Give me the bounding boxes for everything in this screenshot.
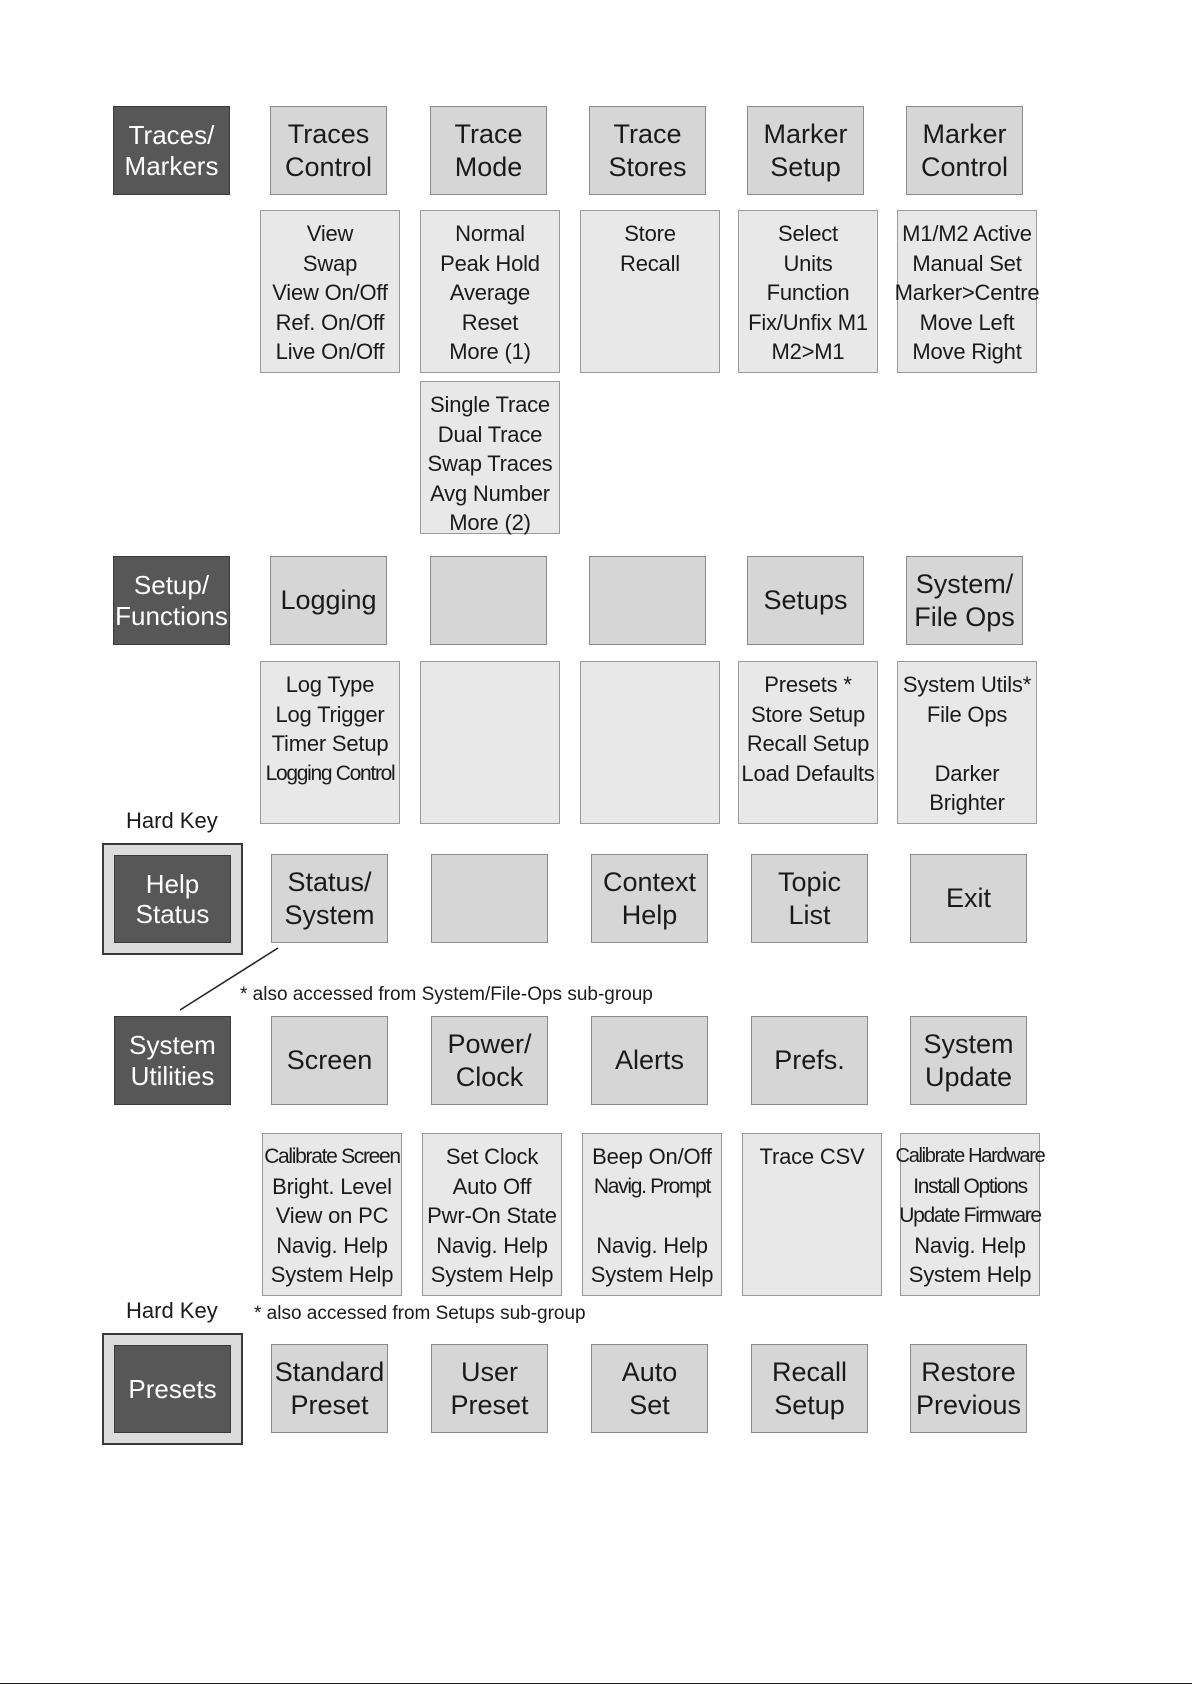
menu-item-file-ops[interactable]: File Ops [926,701,1008,727]
submenu-screen [262,1133,402,1296]
menu-item-dual-trace[interactable]: Dual Trace [437,421,543,447]
menu-item-install-options[interactable]: Install Options [913,1174,1027,1198]
key-recall-setup[interactable]: Recall Setup [751,1344,868,1433]
menu-item-recall-setup[interactable]: Recall Setup [746,731,870,756]
menu-item-swap[interactable]: Swap [302,250,358,276]
menu-item-log-type[interactable]: Log Type [285,672,375,697]
menu-item-ref-on-off[interactable]: Ref. On/Off [275,309,385,335]
category-setup-functions: Setup/ Functions [113,556,230,645]
submenu-system-update [895,1133,1045,1296]
note-setups: * also accessed from Setups sub-group [254,1303,586,1324]
key-topic-list[interactable]: Topic List [751,854,868,943]
submenu-setups [738,661,878,824]
key-auto-set[interactable]: Auto Set [591,1344,708,1433]
key-status-system[interactable]: Status/ System [271,854,388,943]
menu-item-darker[interactable]: Darker [934,760,1000,786]
menu-item-trace-csv[interactable]: Trace CSV [759,1144,865,1169]
menu-item-logging-control[interactable]: Logging Control [265,761,395,785]
menu-item-move-left[interactable]: Move Left [919,309,1015,335]
key-blank-2[interactable] [589,556,706,645]
menu-item-navig-help[interactable]: Navig. Help [914,1232,1026,1258]
menu-item-fix-unfix-m1[interactable]: Fix/Unfix M1 [748,309,868,335]
submenu-prefs [742,1133,882,1296]
menu-item-view-on-pc[interactable]: View on PC [275,1203,389,1228]
menu-item-normal[interactable]: Normal [455,221,525,246]
key-system-file-ops[interactable]: System/ File Ops [906,556,1023,645]
menu-item-swap-traces[interactable]: Swap Traces [427,451,553,476]
menu-item-function[interactable]: Function [766,280,850,305]
menu-item-move-right[interactable]: Move Right [912,339,1022,364]
key-exit[interactable]: Exit [910,854,1027,943]
menu-item-system-help[interactable]: System Help [590,1262,714,1287]
submenu-traces-control [260,210,400,373]
menu-item-avg-number[interactable]: Avg Number [430,480,550,506]
menu-item-system-help[interactable]: System Help [430,1262,554,1287]
hard-key-presets[interactable]: Presets [114,1345,231,1433]
menu-item-view-on-off[interactable]: View On/Off [272,280,388,305]
submenu-trace-stores [580,210,720,373]
menu-item-peak-hold[interactable]: Peak Hold [440,250,540,276]
menu-item-single-trace[interactable]: Single Trace [430,392,550,417]
menu-item-reset[interactable]: Reset [461,309,519,335]
page-bottom-rule [0,1683,1192,1684]
submenu-marker-setup [738,210,878,373]
submenu-blank-2 [580,661,720,824]
menu-item-system-utils[interactable]: System Utils* [902,672,1032,697]
key-logging[interactable]: Logging [270,556,387,645]
menu-item-beep-on-off[interactable]: Beep On/Off [592,1144,712,1169]
key-setups[interactable]: Setups [747,556,864,645]
key-marker-setup[interactable]: Marker Setup [747,106,864,195]
key-trace-mode[interactable]: Trace Mode [430,106,547,195]
menu-item-select[interactable]: Select [778,221,838,246]
menu-item-auto-off[interactable]: Auto Off [452,1173,532,1199]
menu-item-live-on-off[interactable]: Live On/Off [275,339,385,364]
menu-item-brighter[interactable]: Brighter [929,790,1005,815]
key-power-clock[interactable]: Power/ Clock [431,1016,548,1105]
key-traces-control[interactable]: Traces Control [270,106,387,195]
key-blank-1[interactable] [430,556,547,645]
menu-item-navig-prompt[interactable]: Navig. Prompt [593,1174,711,1198]
key-user-preset[interactable]: User Preset [431,1344,548,1433]
menu-item-navig-help[interactable]: Navig. Help [436,1232,548,1258]
menu-item-pwr-on-state[interactable]: Pwr-On State [427,1203,557,1228]
key-blank-3[interactable] [431,854,548,943]
menu-item-store-setup[interactable]: Store Setup [751,701,865,727]
key-context-help[interactable]: Context Help [591,854,708,943]
menu-item-bright-level[interactable]: Bright. Level [272,1173,392,1199]
submenu-system-file-ops [897,661,1037,824]
menu-item-load-defaults[interactable]: Load Defaults [741,760,875,786]
hard-key-help-status[interactable]: Help Status [114,855,231,943]
menu-item-presets[interactable]: Presets * [764,672,852,697]
key-marker-control[interactable]: Marker Control [906,106,1023,195]
category-traces-markers: Traces/ Markers [113,106,230,195]
hard-key-label-presets: Hard Key [126,1298,218,1323]
menu-item-more-1[interactable]: More (1) [449,339,531,364]
menu-item-store[interactable]: Store [624,221,676,246]
menu-item-m2-to-m1[interactable]: M2>M1 [771,339,845,364]
menu-item-system-help[interactable]: System Help [908,1262,1032,1287]
hard-key-label-help: Hard Key [126,808,218,833]
menu-item-update-firmware[interactable]: Update Firmware [899,1204,1041,1227]
submenu-blank-1 [420,661,560,824]
menu-item-navig-help[interactable]: Navig. Help [596,1232,708,1258]
menu-item-recall[interactable]: Recall [620,250,680,276]
category-system-utilities: System Utilities [114,1016,231,1105]
key-prefs[interactable]: Prefs. [751,1016,868,1105]
menu-item-more-2[interactable]: More (2) [449,510,531,535]
menu-item-navig-help[interactable]: Navig. Help [276,1232,388,1258]
submenu-power-clock [422,1133,562,1296]
key-screen[interactable]: Screen [271,1016,388,1105]
menu-item-log-trigger[interactable]: Log Trigger [275,701,385,727]
submenu-marker-control [894,210,1040,373]
menu-item-calibrate-screen[interactable]: Calibrate Screen [264,1145,400,1168]
menu-item-calibrate-hardware[interactable]: Calibrate Hardware [895,1145,1045,1167]
submenu-logging [260,661,400,824]
submenu-trace-mode [420,210,560,373]
key-standard-preset[interactable]: Standard Preset [271,1344,388,1433]
menu-item-set-clock[interactable]: Set Clock [445,1144,539,1169]
submenu-alerts [582,1133,722,1296]
menu-item-marker-centre[interactable]: Marker>Centre [894,280,1040,305]
key-alerts[interactable]: Alerts [591,1016,708,1105]
menu-item-system-help[interactable]: System Help [270,1262,394,1287]
menu-item-view[interactable]: View [306,221,354,246]
menu-item-timer-setup[interactable]: Timer Setup [271,731,389,756]
key-restore-previous[interactable]: Restore Previous [910,1344,1027,1433]
key-trace-stores[interactable]: Trace Stores [589,106,706,195]
menu-item-average[interactable]: Average [449,280,531,305]
menu-item-m1-m2-active[interactable]: M1/M2 Active [902,221,1032,246]
key-system-update[interactable]: System Update [910,1016,1027,1105]
note-system-file-ops: * also accessed from System/File-Ops sub-group [240,984,653,1005]
submenu-trace-mode-more [420,381,560,534]
menu-item-units[interactable]: Units [783,250,833,276]
menu-item-manual-set[interactable]: Manual Set [912,250,1022,276]
